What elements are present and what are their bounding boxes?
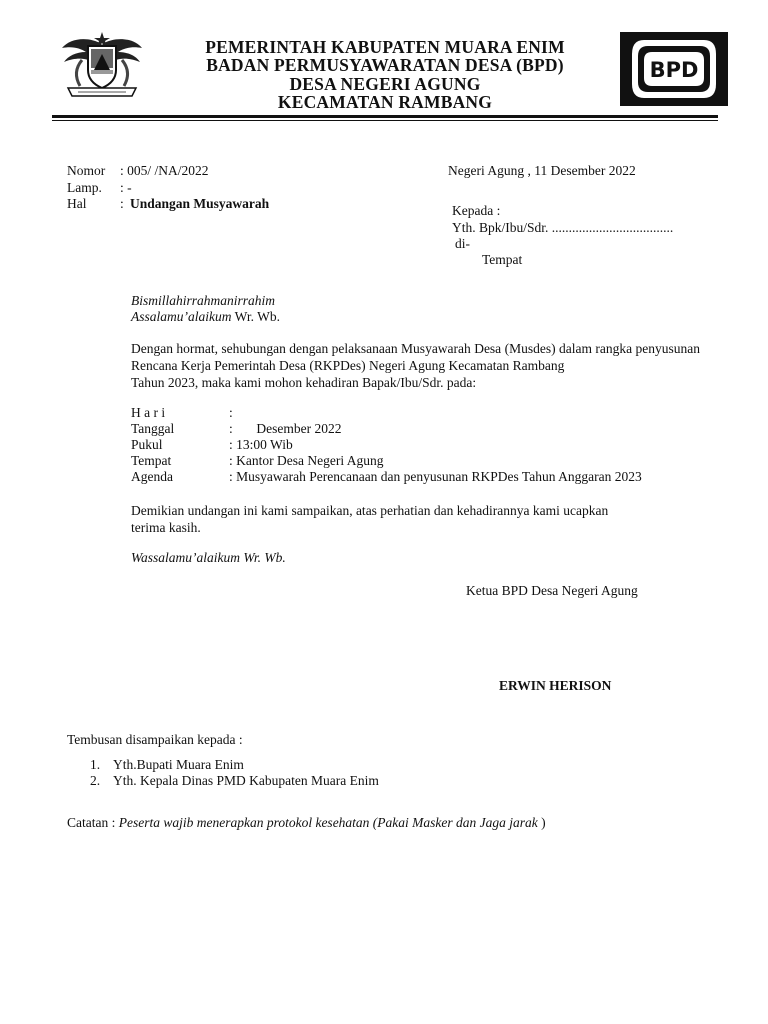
hal-colon: : — [120, 196, 124, 211]
schedule-value: : — [229, 405, 233, 420]
body-paragraph-2-justified: Demikian undangan ini kami sampaikan, atas perhatian dan kehadirannya kami ucapkan — [131, 503, 609, 518]
cc-item-text: Yth.Bupati Muara Enim — [113, 757, 244, 772]
hal-value: Undangan Musyawarah — [130, 196, 270, 211]
cc-item-text: Yth. Kepala Dinas PMD Kabupaten Muara Enim — [113, 773, 379, 788]
health-note — [67, 815, 546, 831]
schedule-label: Pukul — [131, 437, 163, 452]
schedule-value: : Kantor Desa Negeri Agung — [229, 453, 384, 468]
schedule-label: Tempat — [131, 453, 172, 468]
cc-item-number: 1. — [90, 757, 101, 772]
header-rule-thick — [52, 115, 718, 118]
schedule-value: : 13:00 Wib — [229, 437, 293, 452]
nomor-label: Nomor — [67, 163, 106, 178]
note-label: Catatan : — [67, 815, 119, 830]
body-paragraph-2-last-line: terima kasih. — [131, 520, 201, 535]
cc-item-number: 2. — [90, 773, 101, 788]
bpd-badge-text: BPD — [649, 58, 699, 82]
signatory-name: ERWIN HERISON — [499, 678, 612, 693]
header-line-1: PEMERINTAH KABUPATEN MUARA ENIM — [205, 37, 565, 57]
cc-heading: Tembusan disampaikan kepada : — [67, 732, 243, 747]
salam-opening — [131, 309, 280, 325]
kepada-label: Kepada : — [452, 203, 501, 218]
schedule-value: : Musyawarah Perencanaan dan penyusunan RKPDes Tahun Anggaran 2023 — [229, 469, 642, 484]
header-line-2: BADAN PERMUSYAWARATAN DESA (BPD) — [206, 55, 564, 75]
signatory-title: Ketua BPD Desa Negeri Agung — [466, 583, 638, 598]
bpd-badge-logo — [620, 32, 728, 106]
schedule-label: Tanggal — [131, 421, 175, 436]
lamp-value: : - — [120, 180, 132, 195]
schedule-label: H a r i — [131, 405, 166, 420]
nomor-value: : 005/ /NA/2022 — [120, 163, 209, 178]
schedule-value: : Desember 2022 — [229, 421, 342, 436]
regency-emblem-logo — [58, 30, 146, 100]
bismillah: Bismillahirrahmanirrahim — [131, 293, 276, 308]
header-line-4: KECAMATAN RAMBANG — [277, 92, 493, 112]
body-paragraph-1-last-line: Tahun 2023, maka kami mohon kehadiran Bapak/Ibu/Sdr. pada: — [131, 375, 477, 390]
note-text: Peserta wajib menerapkan protokol kesehatan (Pakai Masker dan Jaga jarak — [118, 815, 538, 830]
header-rule-thin — [52, 120, 718, 121]
hal-label: Hal — [67, 196, 87, 211]
body-paragraph-1 — [131, 340, 700, 391]
recipient-line: Yth. Bpk/Ibu/Sdr. .................................... — [452, 220, 674, 235]
place-date: Negeri Agung , 11 Desember 2022 — [448, 163, 636, 178]
lamp-label: Lamp. — [67, 180, 102, 195]
note-end: ) — [537, 815, 546, 830]
body-paragraph-1-justified: Dengan hormat, sehubungan dengan pelaksanaan Musyawarah Desa (Musdes) dalam rangka penyusunan Rencana Kerja Pemerintah Desa (RKPDes) Negeri Agung Kecamatan Rambang — [131, 341, 700, 373]
di-label: di- — [455, 236, 470, 251]
body-paragraph-2 — [131, 502, 700, 536]
salam-italic: Assalamu’alaikum — [131, 309, 232, 324]
header-line-3: DESA NEGERI AGUNG — [289, 74, 481, 94]
schedule-label: Agenda — [131, 469, 173, 484]
tempat-label: Tempat — [482, 252, 523, 267]
salam-rest: Wr. Wb. — [231, 309, 280, 324]
closing-salam: Wassalamu’alaikum Wr. Wb. — [131, 550, 286, 565]
